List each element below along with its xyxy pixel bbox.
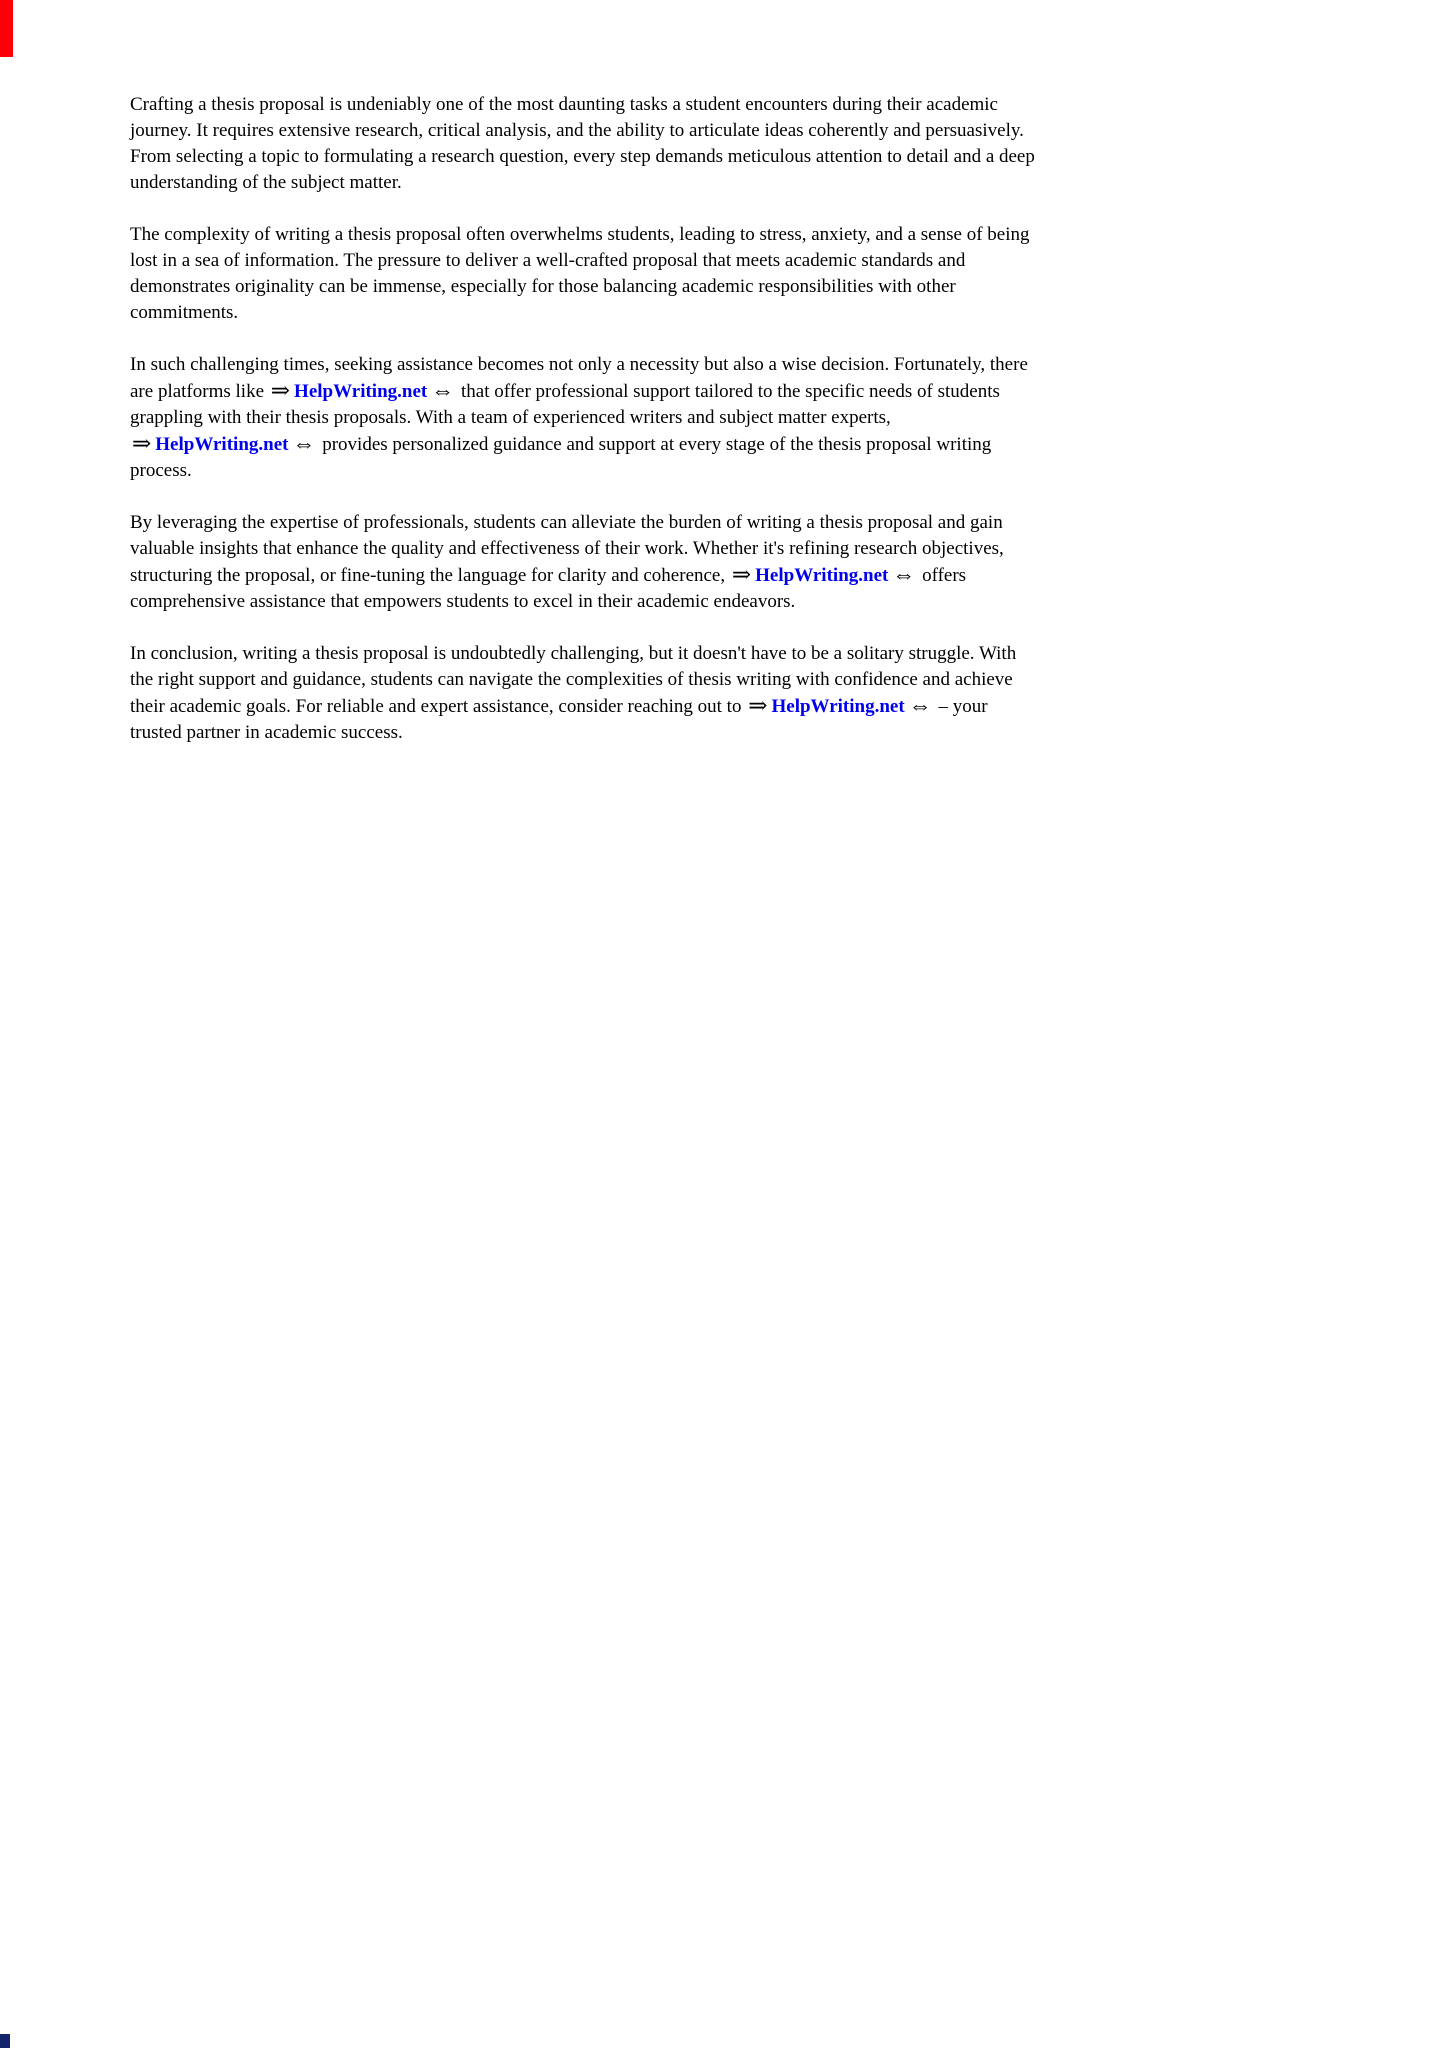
paragraph [130, 510, 1040, 615]
paragraph-text: The complexity of writing a thesis proposal often overwhelms students, leading to stress, anxiety, and a sense of being lost in a sea of information. The pressure to deliver a well-crafted proposal that meets academic standards and demonstrates originality can be immense, especially for those balancing academic responsibilities with other commitments. [130, 224, 1030, 323]
helpwriting-link[interactable]: HelpWriting.net [294, 381, 428, 402]
paragraph [130, 641, 1040, 746]
double-arrow-leftright-icon: ⇔ [908, 693, 932, 718]
paragraph-text: In conclusion, writing a thesis proposal is undoubtedly challenging, but it doesn't have to be a solitary struggle. With the right support and guidance, students can navigate the complexities of thesis writing with confidence and achieve their academic goals. For reliable and expert assistance, consider reaching out to [130, 643, 1017, 717]
paragraph-text: Crafting a thesis proposal is undeniably one of the most daunting tasks a student encounters during their academic journey. It requires extensive research, critical analysis, and the ability to articulate ideas coherently and persuasively. From selecting a topic to formulating a research question, every step demands meticulous attention to detail and a deep understanding of the subject matter. [130, 94, 1035, 193]
paragraph-text: that offer professional support tailored to the specific needs of students grappling with their thesis proposals. With a team of experienced writers and subject matter experts, [130, 381, 1000, 428]
paragraph-text: offers comprehensive assistance that empowers students to excel in their academic endeavors. [130, 565, 967, 612]
paragraph [130, 222, 1040, 326]
double-arrow-right-icon: ⇒ [748, 693, 768, 718]
paragraph [130, 352, 1040, 484]
paragraph-text: By leveraging the expertise of professionals, students can alleviate the burden of writing a thesis proposal and gain valuable insights that enhance the quality and effectiveness of their work. Whether it's refining research objectives, structuring the proposal, or fine-tuning the language for clarity and coherence, [130, 512, 1004, 586]
double-arrow-right-icon: ⇒ [132, 431, 152, 456]
paragraph [130, 92, 1040, 196]
double-arrow-right-icon: ⇒ [270, 378, 291, 403]
double-arrow-leftright-icon: ⇔ [292, 431, 316, 456]
document-page [130, 92, 1040, 772]
bottom-left-navy-bar [0, 2034, 10, 2048]
document-paragraphs [130, 92, 1040, 746]
top-left-red-bar [0, 0, 13, 57]
paragraph-text: provides personalized guidance and support at every stage of the thesis proposal writing process. [130, 434, 992, 481]
paragraph-text: In such challenging times, seeking assistance becomes not only a necessity but also a wise decision. Fortunately, there are platforms like [130, 354, 1028, 402]
helpwriting-link[interactable]: HelpWriting.net [771, 696, 905, 717]
paragraph-text: – your trusted partner in academic success. [130, 696, 988, 743]
double-arrow-leftright-icon: ⇔ [431, 378, 455, 403]
double-arrow-leftright-icon: ⇔ [892, 562, 916, 587]
helpwriting-link[interactable]: HelpWriting.net [755, 565, 889, 586]
double-arrow-right-icon: ⇒ [731, 562, 752, 587]
helpwriting-link[interactable]: HelpWriting.net [155, 434, 289, 455]
